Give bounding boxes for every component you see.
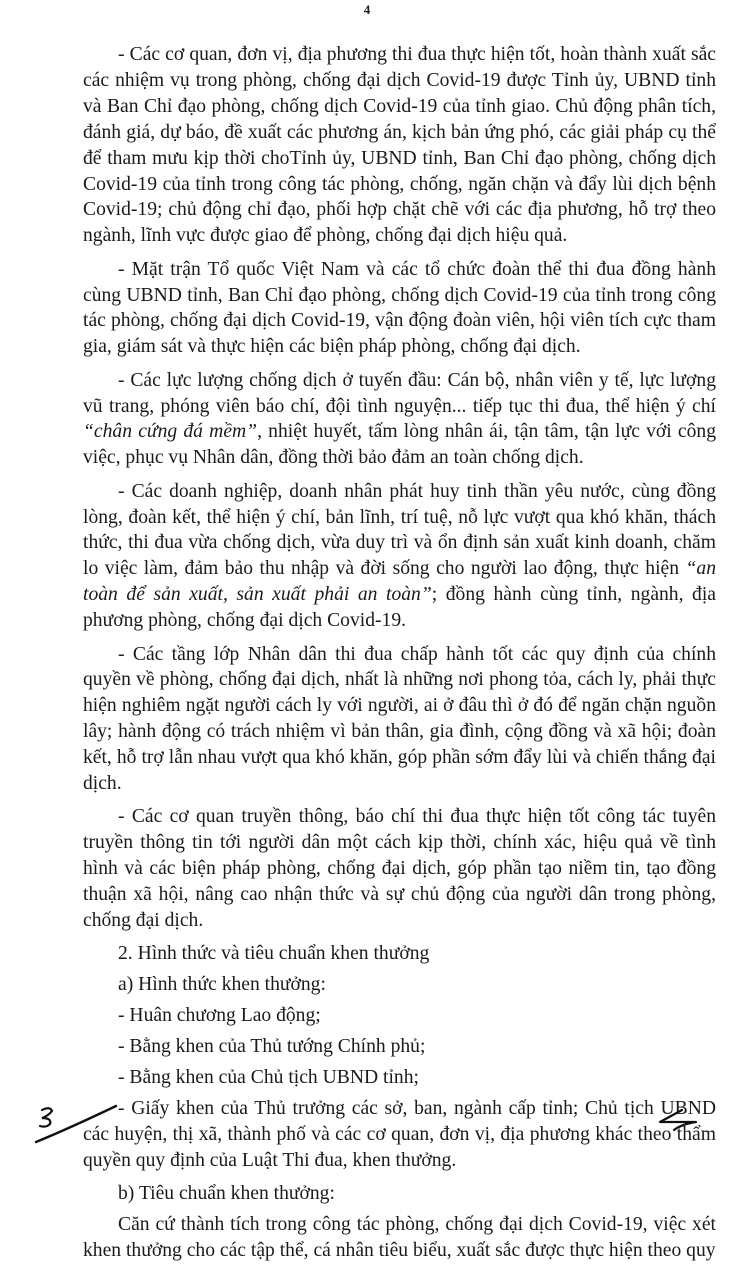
list-item-pm-certificate: - Bằng khen của Thủ tướng Chính phủ; (118, 1035, 426, 1057)
paragraph-agencies: - Các cơ quan, đơn vị, địa phương thi đua thực hiện tốt, hoàn thành xuất sắc các nhiệm vụ trong phòng, chống đại dịch Covid-19 được Tỉnh ủy, UBND tỉnh và Ban Chỉ đạo phòng, chống dịch Covid-19 của tỉnh giao. Chủ động phân tích, đánh giá, dự báo, đề xuất các phương án, kịch bản ứng phó, các giải pháp cụ thể để tham mưu kịp thời choTỉnh ủy, UBND tỉnh, Ban Chỉ đạo phòng, chống dịch Covid-19 của tỉnh trong công tác phòng, chống, ngăn chặn và đẩy lùi dịch bệnh Covid-19; chủ động chỉ đạo, phối hợp chặt chẽ với các địa phương, hỗ trợ theo ngành, lĩnh vực được giao để phòng, chống đại dịch hiệu quả. (83, 44, 716, 247)
page-number: 4 (363, 2, 371, 17)
list-item-labor-medal: - Huân chương Lao động; (118, 1005, 321, 1027)
frontline-quote: “chân cứng đá mềm” (83, 421, 258, 443)
subheading-forms: a) Hình thức khen thưởng: (118, 974, 326, 996)
enterprises-quote: “an toàn để sản xuất, sản xuất phải an toàn” (83, 558, 716, 606)
frontline-text-start: - Các lực lượng chống dịch ở tuyến đầu: Cán bộ, nhân viên y tế, lực lượng vũ trang, phóng viên báo chí, đội tình nguyện... tiếp tục thi đua, thể hiện ý chí (83, 369, 716, 417)
list-item-merit-paper: - Giấy khen của Thủ trưởng các sở, ban, ngành cấp tỉnh; Chủ tịch UBND các huyện, thị xã, thành phố và các cơ quan, đơn vị, địa phương khác theo thẩm quyền quy định của Luật Thi đua, khen thưởng. (83, 1097, 716, 1171)
document-body (83, 42, 716, 1271)
section-heading-2: 2. Hình thức và tiêu chuẩn khen thưởng (118, 943, 430, 965)
handwritten-initial-left-icon (30, 1100, 130, 1150)
paragraph-media: - Các cơ quan truyền thông, báo chí thi đua thực hiện tốt công tác tuyên truyền thông tin tới người dân một cách kịp thời, chính xác, hiệu quả về tình hình và các biện pháp phòng, chống đại dịch, góp phần tạo niềm tin, tạo đồng thuận xã hội, nâng cao nhận thức và sự chủ động của người dân trong phòng, chống đại dịch. (83, 806, 716, 931)
paragraph-people: - Các tầng lớp Nhân dân thi đua chấp hành tốt các quy định của chính quyền về phòng, chống đại dịch, nhất là những nơi phong tỏa, cách ly, phải thực hiện nghiêm ngặt người cách ly với người, ai ở đâu thì ở đó để ngăn chặn nguồn lây; hành động có trách nhiệm vì bản thân, gia đình, cộng đồng và xã hội; đoàn kết, hỗ trợ lẫn nhau vượt qua khó khăn, góp phần sớm đẩy lùi và chiến thắng đại dịch. (83, 643, 716, 795)
paragraph-criteria: Căn cứ thành tích trong công tác phòng, chống đại dịch Covid-19, việc xét khen thưởng cho các tập thể, cá nhân tiêu biểu, xuất sắc được thực hiện theo quy (83, 1213, 716, 1261)
subheading-criteria: b) Tiêu chuẩn khen thưởng: (118, 1182, 335, 1204)
frontline-text-end: , nhiệt huyết, tấm lòng nhân ái, tận tâm, tận lực với công việc, phục vụ Nhân dân, đồng thời bảo đảm an toàn chống dịch. (83, 421, 716, 469)
handwritten-initial-right-icon (652, 1106, 712, 1136)
paragraph-fatherland-front: - Mặt trận Tổ quốc Việt Nam và các tổ chức đoàn thể thi đua đồng hành cùng UBND tỉnh, Ban Chỉ đạo phòng, chống dịch Covid-19 của tỉnh trong công tác phòng, chống đại dịch Covid-19, vận động đoàn viên, hội viên tích cực tham gia, giám sát và thực hiện các biện pháp phòng, chống đại dịch. (83, 258, 716, 358)
enterprises-text-end: ; đồng hành cùng tỉnh, ngành, địa phương phòng, chống đại dịch Covid-19. (83, 584, 716, 632)
paragraph-frontline-forces (83, 368, 716, 472)
enterprises-text-start: - Các doanh nghiệp, doanh nhân phát huy tinh thần yêu nước, cùng đồng lòng, đoàn kết, thể hiện ý chí, bản lĩnh, trí tuệ, nỗ lực vượt qua khó khăn, thách thức, thi đua vừa chống dịch, vừa duy trì và ổn định sản xuất kinh doanh, chăm lo việc làm, đảm bảo thu nhập và đời sống cho người lao động, thực hiện (83, 480, 716, 580)
paragraph-enterprises (83, 479, 716, 634)
list-item-chairman-certificate: - Bằng khen của Chủ tịch UBND tỉnh; (118, 1066, 419, 1088)
